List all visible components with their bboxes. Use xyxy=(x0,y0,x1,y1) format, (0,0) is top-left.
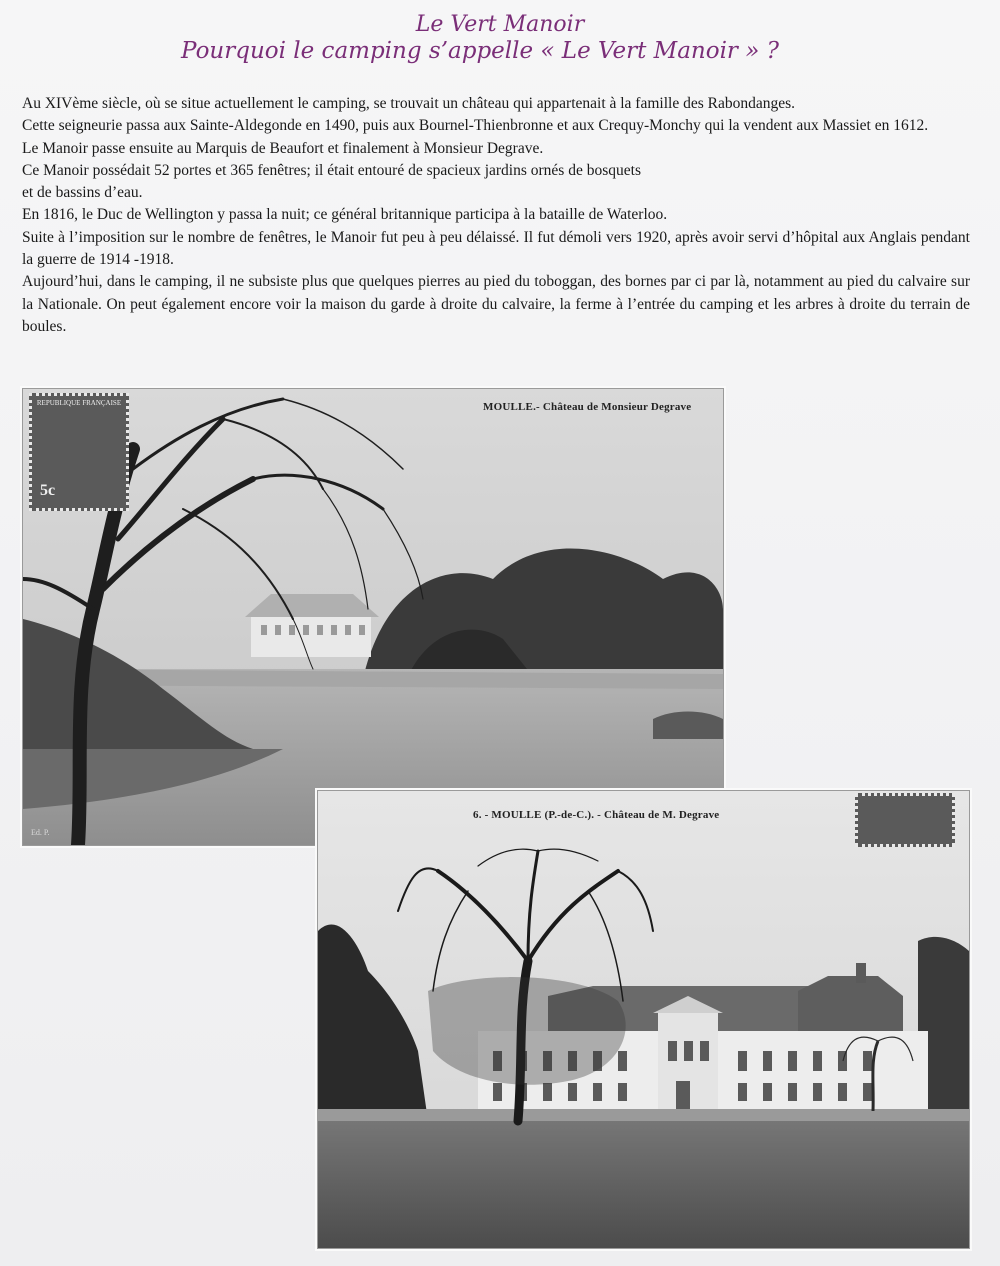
paragraph: Ce Manoir possédait 52 portes et 365 fenêtres; il était entouré de spacieux jardins ornés de bosquets xyxy=(22,161,641,179)
paragraph: Cette seigneurie passa aux Sainte-Aldegonde en 1490, puis aux Bournel-Thienbronne et aux Crequy-Monchy qui la vendent aux Massiet en 1612. xyxy=(22,117,929,135)
paragraph: En 1816, le Duc de Wellington y passa la nuit; ce général britannique participa à la bataille de Waterloo. xyxy=(22,206,668,224)
stamp-value: 5c xyxy=(40,482,56,499)
page-subtitle: Pourquoi le camping s’appelle « Le Vert Manoir » ? xyxy=(181,38,779,64)
postcard-photo-lake xyxy=(22,388,724,846)
postcard-caption: MOULLE.- Château de Monsieur Degrave xyxy=(483,401,692,413)
paragraph: Le Manoir passe ensuite au Marquis de Beaufort et finalement à Monsieur Degrave. xyxy=(22,139,544,157)
page-title: Le Vert Manoir xyxy=(415,12,585,37)
postcard-chateau-image xyxy=(318,791,969,1248)
postcard-caption: 6. - MOULLE (P.-de-C.). - Château de M. Degrave xyxy=(473,809,720,821)
paragraph: Aujourd’hui, dans le camping, il ne subsiste plus que quelques pierres au pied du toboggan, des bornes par ci par là, notamment au pied du calvaire sur la Nationale. On peut également encore voir la maison du garde à droite du calvaire, la ferme à l’entrée du camping et les arbres à droite du terrain de boules. xyxy=(22,273,970,335)
paragraph: Suite à l’imposition sur le nombre de fenêtres, le Manoir fut peu à peu délaissé. Il fut démoli vers 1920, après avoir servi d’hôpital aux Anglais pendant la guerre de 1914 -1918. xyxy=(22,228,970,269)
postage-stamp xyxy=(29,393,129,511)
postcard-editor-mark: Ed. P. xyxy=(31,828,50,837)
stamp-country-label: REPUBLIQUE FRANÇAISE xyxy=(36,399,122,407)
paragraph: Au XIVème siècle, où se situe actuellement le camping, se trouvait un château qui appartenait à la famille des Rabondanges. xyxy=(22,95,796,112)
article-body xyxy=(22,93,970,338)
postcard-photo-chateau xyxy=(317,790,970,1249)
postage-stamp-partial xyxy=(855,793,955,847)
paragraph: et de bassins d’eau. xyxy=(22,184,143,202)
